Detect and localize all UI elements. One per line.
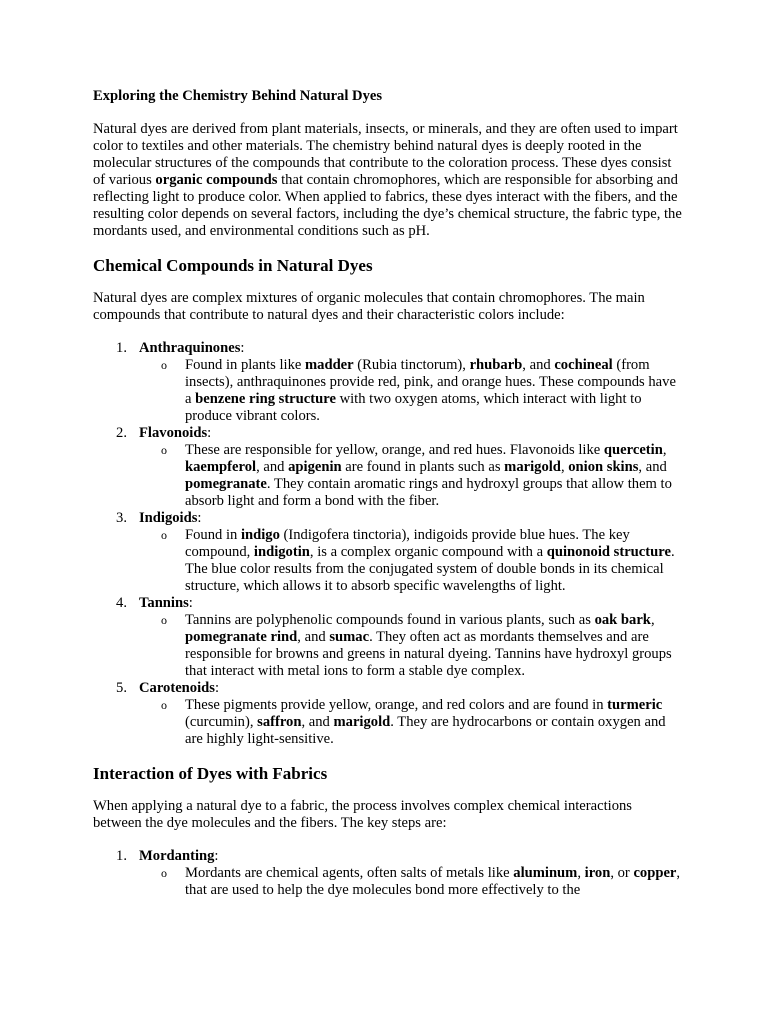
bold-term: sumac (329, 629, 370, 645)
hollow-bullet-icon: o (161, 866, 167, 880)
hollow-bullet-icon: o (161, 358, 167, 372)
bold-term: rhubarb (469, 357, 523, 373)
item-heading (139, 848, 683, 865)
bold-term: turmeric (607, 697, 663, 713)
text-run: , (560, 459, 569, 475)
bold-term: quercetin (603, 442, 663, 458)
list-item (93, 848, 683, 899)
item-number: 2. (116, 425, 127, 441)
text-run: Found in plants like (185, 357, 305, 373)
text-run: that contain chromophores, which are responsible for absorbing and reflecting light to produce color. When applied to fabrics, these dyes interact with the fibers, and the resulting color depends on several factors, including the dye’s chemical structure, the fabric type, the mordants used, and environmental conditions such as pH. (93, 172, 682, 239)
bold-term: quinonoid structure (546, 544, 671, 560)
item-number: 1. (116, 340, 127, 356)
bold-term: indigotin (253, 544, 310, 560)
hollow-bullet-icon: o (161, 613, 167, 627)
item-title-colon: : (197, 510, 202, 526)
text-run: These pigments provide yellow, orange, and red colors and are found in (185, 697, 608, 713)
section-compounds (93, 256, 683, 748)
text-run: are found in plants such as (341, 459, 505, 475)
item-title-colon: : (214, 680, 220, 696)
text-run: , that are used to help the dye molecules bond more effectively to the (185, 865, 681, 898)
item-number: 4. (116, 595, 127, 611)
hollow-bullet-icon: o (161, 698, 167, 712)
item-title-colon: : (240, 340, 245, 356)
text-run: These are responsible for yellow, orange, and red hues. Flavonoids like (185, 442, 604, 458)
list-item (93, 510, 683, 595)
text-run: , (662, 442, 667, 458)
text-run: (Indigofera tinctoria), indigoids provide blue hues. The key compound, (185, 527, 630, 560)
text-run: . They contain aromatic rings and hydroxyl groups that allow them to absorb light and form a bond with the fiber. (185, 476, 672, 509)
bold-term: apigenin (288, 459, 342, 475)
intro-paragraph (93, 121, 683, 240)
item-heading (139, 680, 683, 697)
steps-list (93, 848, 683, 899)
section-heading: Chemical Compounds in Natural Dyes (93, 256, 373, 275)
bold-term: marigold (504, 459, 561, 475)
text-run: Tannins are polyphenolic compounds found in various plants, such as (185, 612, 595, 628)
section-interaction (93, 764, 683, 899)
text-run: . The blue color results from the conjugated system of double bonds in its chemical structure, which allows it to absorb specific wavelengths of light. (185, 544, 675, 594)
text-run: , is a complex organic compound with a (309, 544, 547, 560)
item-title: Carotenoids (139, 680, 215, 696)
section-paragraph: When applying a natural dye to a fabric, the process involves complex chemical interactions between the dye molecules and the fibers. The key steps are: (93, 798, 632, 831)
text-run: (Rubia tinctorum), (353, 357, 470, 373)
hollow-bullet-icon: o (161, 528, 167, 542)
item-title: Flavonoids (139, 425, 208, 441)
text-run: . They often act as mordants themselves and are responsible for browns and greens in natural dyeing. Tannins have hydroxyl groups that interact with metal ions to form a stable dye complex. (185, 629, 672, 679)
item-title-colon: : (188, 595, 193, 611)
bold-term: copper (633, 865, 677, 881)
bold-term: marigold (333, 714, 391, 730)
document-page (93, 88, 683, 899)
hollow-bullet-icon: o (161, 443, 167, 457)
item-number: 3. (116, 510, 127, 526)
text-run: , and (256, 459, 289, 475)
text-run: . They are hydrocarbons or contain oxygen and are highly light-sensitive. (185, 714, 666, 747)
text-run: with two oxygen atoms, which interact with light to produce vibrant colors. (185, 391, 642, 424)
text-run: , and (301, 714, 334, 730)
item-heading (139, 595, 683, 612)
section-paragraph: Natural dyes are complex mixtures of organic molecules that contain chromophores. The main compounds that contribute to natural dyes and their characteristic colors include: (93, 290, 645, 323)
item-heading (139, 510, 683, 527)
document-title: Exploring the Chemistry Behind Natural Dyes (93, 88, 383, 104)
sub-bullet-item (139, 527, 683, 595)
bold-term: oak bark (594, 612, 651, 628)
text-run: , and (638, 459, 667, 475)
text-run: , (577, 865, 585, 881)
text-run: , (650, 612, 655, 628)
item-number: 5. (116, 680, 127, 696)
item-title: Mordanting (139, 848, 215, 864)
bold-term: aluminum (513, 865, 578, 881)
text-run: Natural dyes are derived from plant materials, insects, or minerals, and they are often used to impart color to textiles and other materials. The chemistry behind natural dyes is deeply rooted in the molecular structures of the compounds that contribute to the coloration process. These dyes consist of various (93, 121, 678, 188)
text-run: , and (522, 357, 555, 373)
text-run: Mordants are chemical agents, often salts of metals like (185, 865, 514, 881)
sub-bullet-item (139, 612, 683, 680)
text-run: Found in (185, 527, 241, 543)
item-title-colon: : (207, 425, 212, 441)
text-run: , and (297, 629, 330, 645)
bold-term: benzene ring structure (195, 391, 336, 407)
text-run: (curcumin), (185, 714, 258, 730)
list-item (93, 425, 683, 510)
list-item (93, 340, 683, 425)
bold-term: saffron (257, 714, 302, 730)
item-number: 1. (116, 848, 127, 864)
section-heading: Interaction of Dyes with Fabrics (93, 764, 328, 783)
bold-term: onion skins (568, 459, 639, 475)
bold-term: pomegranate rind (185, 629, 298, 645)
bold-term: cochineal (554, 357, 613, 373)
sub-bullet-item (139, 697, 683, 748)
text-run: (from insects), anthraquinones provide red, pink, and orange hues. These compounds have a (185, 357, 676, 407)
bold-term: organic compounds (155, 172, 278, 188)
bold-term: indigo (240, 527, 280, 543)
bold-term: pomegranate (185, 476, 267, 492)
item-title-colon: : (214, 848, 219, 864)
bold-term: madder (305, 357, 354, 373)
item-title: Anthraquinones (139, 340, 241, 356)
compound-list (93, 340, 683, 748)
item-heading (139, 425, 683, 442)
text-run: , or (610, 865, 634, 881)
bold-term: kaempferol (185, 459, 257, 475)
list-item (93, 680, 683, 748)
item-heading (139, 340, 683, 357)
item-title: Indigoids (139, 510, 198, 526)
item-title: Tannins (139, 595, 189, 611)
sub-bullet-item (139, 357, 683, 425)
sub-bullet-item (139, 865, 683, 899)
list-item (93, 595, 683, 680)
bold-term: iron (584, 865, 611, 881)
sub-bullet-item (139, 442, 683, 510)
